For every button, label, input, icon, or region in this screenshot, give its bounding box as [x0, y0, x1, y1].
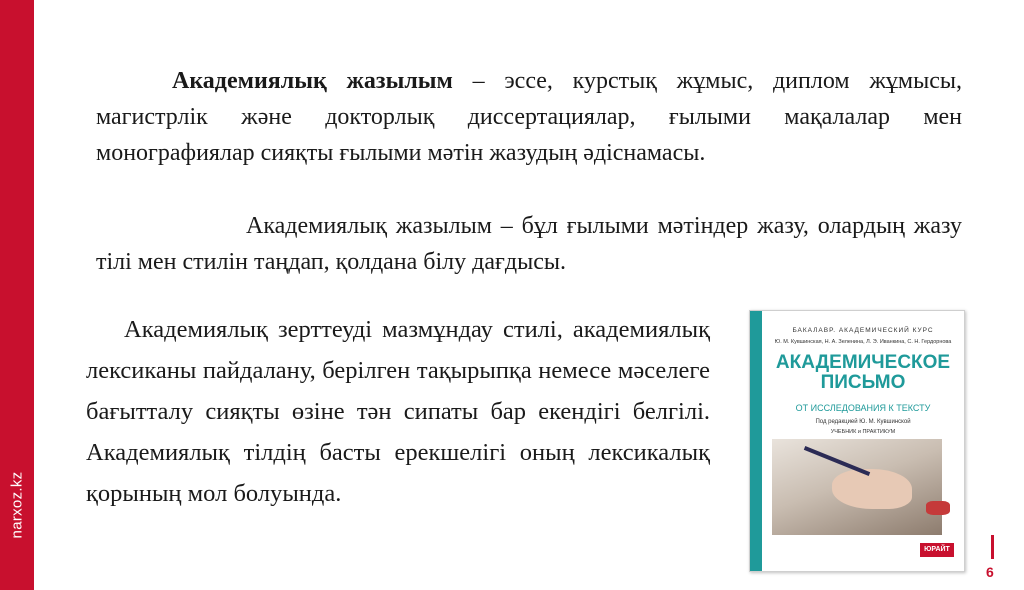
- page-number: 6: [986, 564, 994, 580]
- features-paragraph: Академиялық зерттеуді мазмұндау стилі, академиялық лексиканы пайдалану, берілген тақырыпқа немесе мәселеге бағытталу сияқты өзіне тән сипаты бар екендігі белгілі. Академиялық тілдің басты ерекшелігі оның лексикалық қорының мол болуында.: [86, 316, 710, 507]
- map-icon: [926, 501, 950, 515]
- hand-shape: [832, 469, 912, 509]
- book-title: АКАДЕМИЧЕСКОЕ ПИСЬМО: [775, 352, 951, 393]
- book-spine: [750, 311, 762, 571]
- pen-shape: [804, 446, 870, 476]
- definition-text: – эссе, курстық жұмыс, диплом жұмысы, магистрлік және докторлық диссертациялар, ғылыми мақалалар мен монографиялар сияқты ғылыми мәтін жазудың әдіснамасы.: [96, 68, 962, 166]
- book-editor: Под редакцией Ю. М. Кувшинской: [815, 419, 911, 425]
- book-type: УЧЕБНИК и ПРАКТИКУМ: [830, 429, 896, 435]
- definition-term: Академиялық жазылым: [172, 68, 453, 94]
- site-label: [4, 0, 30, 590]
- book-series: БАКАЛАВР. АКАДЕМИЧЕСКИЙ КУРС: [792, 327, 934, 334]
- book-subtitle: ОТ ИССЛЕДОВАНИЯ К ТЕКСТУ: [795, 403, 931, 413]
- book-authors: Ю. М. Кувшинская, Н. А. Зеленина, Л. Э. Иванкина, С. Н. Гердорнова: [774, 339, 952, 345]
- skill-paragraph: Академиялық жазылым – бұл ғылыми мәтіндер жазу, олардың жазу тілі мен стилін таңдап, қолдана білу дағдысы.: [96, 213, 962, 275]
- publisher-logo: ЮРАЙТ: [920, 543, 954, 557]
- book-cover-image: [749, 310, 965, 572]
- book-photo: [772, 439, 942, 535]
- page-number-bar: [991, 535, 994, 559]
- definition-paragraph: [96, 63, 962, 171]
- site-url: narxoz.kz: [8, 471, 26, 539]
